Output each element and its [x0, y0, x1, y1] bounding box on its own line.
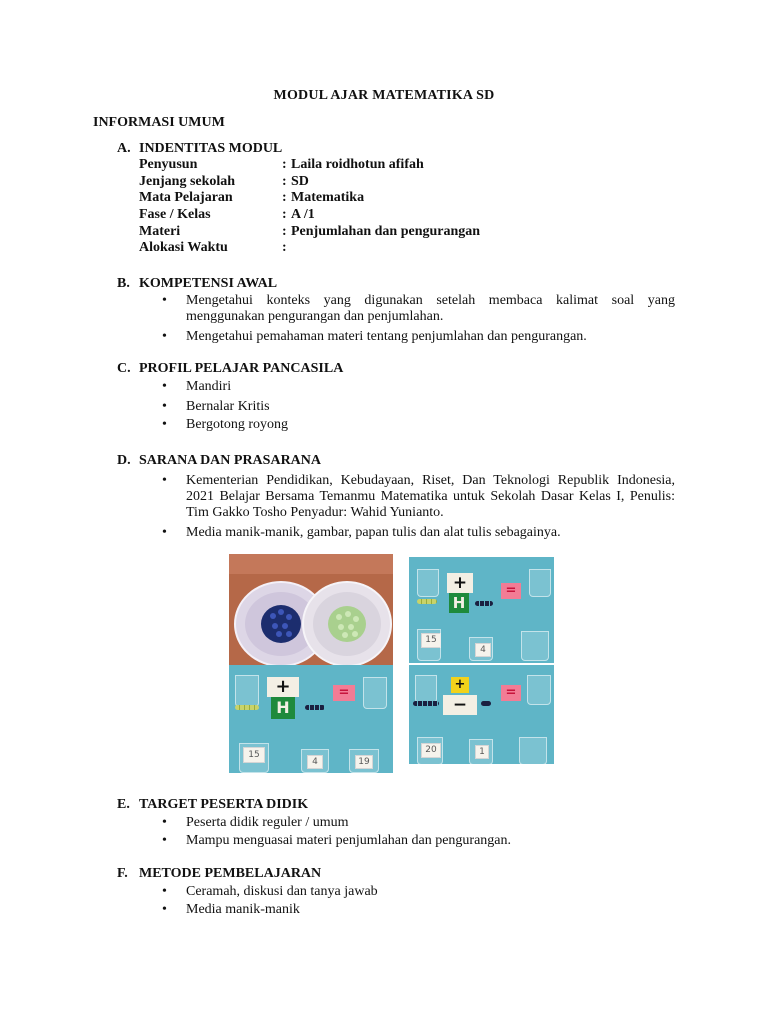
section-a-heading	[117, 141, 282, 157]
identity-value: Laila roidhotun afifah	[291, 157, 424, 172]
list-item-text: Mampu menguasai materi penjumlahan dan pengurangan.	[186, 833, 512, 848]
section-letter: C.	[117, 361, 131, 376]
dark-beads	[305, 705, 325, 710]
document-title: MODUL AJAR MATEMATIKA SD	[273, 88, 495, 103]
list-item-text: Media manik-manik, gambar, papan tulis dan alat tulis sebagainya.	[186, 525, 561, 540]
number-card: 4	[307, 755, 323, 769]
photo-addition-result-board	[229, 665, 393, 773]
number-card: 15	[421, 633, 441, 648]
general-info-heading: INFORMASI UMUM	[93, 115, 225, 130]
list-item	[162, 417, 675, 433]
identity-separator: :	[282, 173, 287, 189]
cup-icon	[529, 569, 551, 597]
bullet-icon: •	[162, 833, 167, 848]
green-beads	[417, 599, 437, 604]
equals-sign-card: =	[333, 685, 355, 701]
dark-beads	[413, 701, 439, 706]
list-item-text: Mengetahui pemahaman materi tentang penjumlahan dan pengurangan.	[186, 329, 587, 344]
list-item	[162, 833, 675, 849]
cup-icon	[363, 677, 387, 709]
bullet-icon: •	[162, 902, 167, 917]
identity-separator: :	[282, 223, 287, 239]
identity-key: Jenjang sekolah	[139, 173, 236, 189]
bullet-icon: •	[162, 884, 167, 899]
section-e-heading	[117, 797, 308, 813]
identity-key: Penyusun	[139, 157, 198, 172]
section-title: INDENTITAS MODUL	[139, 141, 283, 156]
method-list	[162, 884, 675, 920]
list-item	[162, 525, 675, 541]
section-letter: E.	[117, 797, 130, 812]
identity-row	[139, 190, 480, 207]
dark-beads	[475, 601, 493, 606]
bead-bowls-image	[229, 554, 393, 665]
identity-separator: :	[282, 157, 287, 172]
list-item-text: Ceramah, diskusi dan tanya jawab	[186, 884, 378, 899]
yellow-sign-card: +	[451, 677, 469, 693]
green-beads	[235, 705, 259, 710]
identity-table	[139, 157, 480, 257]
bullet-icon: •	[162, 399, 167, 414]
photo-subtraction-board	[409, 665, 554, 764]
cup-icon	[519, 737, 547, 764]
plus-sign-card: +	[447, 573, 473, 593]
number-card: 15	[243, 747, 265, 763]
section-title: SARANA DAN PRASARANA	[139, 453, 322, 468]
cup-icon	[417, 569, 439, 597]
identity-key: Mata Pelajaran	[139, 190, 233, 206]
list-item	[162, 293, 675, 325]
list-item	[162, 329, 675, 345]
facilities-list	[162, 473, 675, 545]
identity-value: A /1	[291, 207, 315, 223]
list-item-text: Mengetahui konteks yang digunakan setelah membaca kalimat soal yang menggunakan pengurangan dan penjumlahan.	[186, 293, 675, 324]
dark-beads	[481, 701, 491, 706]
section-letter: B.	[117, 276, 130, 291]
cup-icon	[301, 749, 329, 773]
identity-row	[139, 207, 480, 224]
equals-sign-card: =	[501, 685, 521, 701]
list-item	[162, 884, 675, 900]
profile-list	[162, 379, 675, 437]
list-item	[162, 473, 675, 521]
bullet-icon: •	[162, 815, 167, 830]
list-item	[162, 379, 675, 395]
section-title: METODE PEMBELAJARAN	[139, 866, 322, 881]
section-c-heading	[117, 361, 343, 377]
identity-value: Penjumlahan dan pengurangan	[291, 223, 481, 239]
number-card: 20	[421, 743, 441, 758]
section-letter: F.	[117, 866, 128, 881]
cup-icon	[415, 675, 437, 703]
cup-icon	[349, 749, 379, 773]
section-title: PROFIL PELAJAR PANCASILA	[139, 361, 344, 376]
bullet-icon: •	[162, 417, 167, 432]
section-letter: A.	[117, 141, 131, 156]
bullet-icon: •	[162, 525, 167, 540]
cup-icon	[527, 675, 551, 705]
plus-sign-card: +	[267, 677, 299, 697]
list-item	[162, 399, 675, 415]
identity-value: SD	[291, 173, 309, 189]
photo-addition-board	[409, 557, 554, 663]
number-card: 1	[475, 745, 489, 759]
identity-row	[139, 240, 480, 257]
list-item-text: Media manik-manik	[186, 902, 300, 917]
competency-list	[162, 293, 675, 349]
cup-icon	[469, 637, 493, 661]
green-sign-card: H	[271, 697, 295, 719]
identity-row	[139, 174, 480, 191]
bullet-icon: •	[162, 379, 167, 394]
section-f-heading	[117, 866, 321, 882]
cup-icon	[469, 739, 493, 764]
cup-icon	[521, 631, 549, 661]
section-title: TARGET PESERTA DIDIK	[139, 797, 309, 812]
identity-row	[139, 224, 480, 241]
list-item-text: Mandiri	[186, 379, 232, 394]
identity-key: Fase / Kelas	[139, 207, 211, 223]
identity-separator: :	[282, 240, 287, 256]
identity-key: Alokasi Waktu	[139, 240, 228, 256]
section-letter: D.	[117, 453, 131, 468]
equals-sign-card: =	[501, 583, 521, 599]
cup-icon	[417, 737, 443, 764]
list-item-text: Bergotong royong	[186, 417, 289, 432]
minus-sign-card: −	[443, 695, 477, 715]
bullet-icon: •	[162, 329, 167, 344]
list-item-text: Kementerian Pendidikan, Kebudayaan, Riset, Dan Teknologi Republik Indonesia, 2021 Belajar Bersama Temanmu Matematika untuk Sekolah Dasar Kelas I, Penulis: Tim Gakko Tosho Penyadur: Wahid Yunianto.	[186, 473, 675, 520]
green-sign-card: H	[449, 593, 469, 613]
section-b-heading	[117, 276, 277, 292]
list-item	[162, 815, 675, 831]
cup-icon	[235, 675, 259, 707]
section-title: KOMPETENSI AWAL	[139, 276, 278, 291]
number-card: 4	[475, 643, 491, 657]
photo-bead-bowls	[229, 554, 393, 665]
cup-icon	[417, 629, 441, 661]
bullet-icon: •	[162, 473, 167, 488]
identity-separator: :	[282, 207, 287, 223]
number-card: 19	[355, 755, 373, 769]
bullet-icon: •	[162, 293, 167, 308]
target-list	[162, 815, 675, 851]
identity-separator: :	[282, 190, 287, 206]
list-item-text: Peserta didik reguler / umum	[186, 815, 349, 830]
list-item	[162, 902, 675, 918]
cup-icon	[239, 743, 269, 773]
identity-value: Matematika	[291, 190, 365, 206]
section-d-heading	[117, 453, 321, 469]
identity-key: Materi	[139, 223, 181, 239]
list-item-text: Bernalar Kritis	[186, 399, 270, 414]
identity-row	[139, 157, 480, 174]
